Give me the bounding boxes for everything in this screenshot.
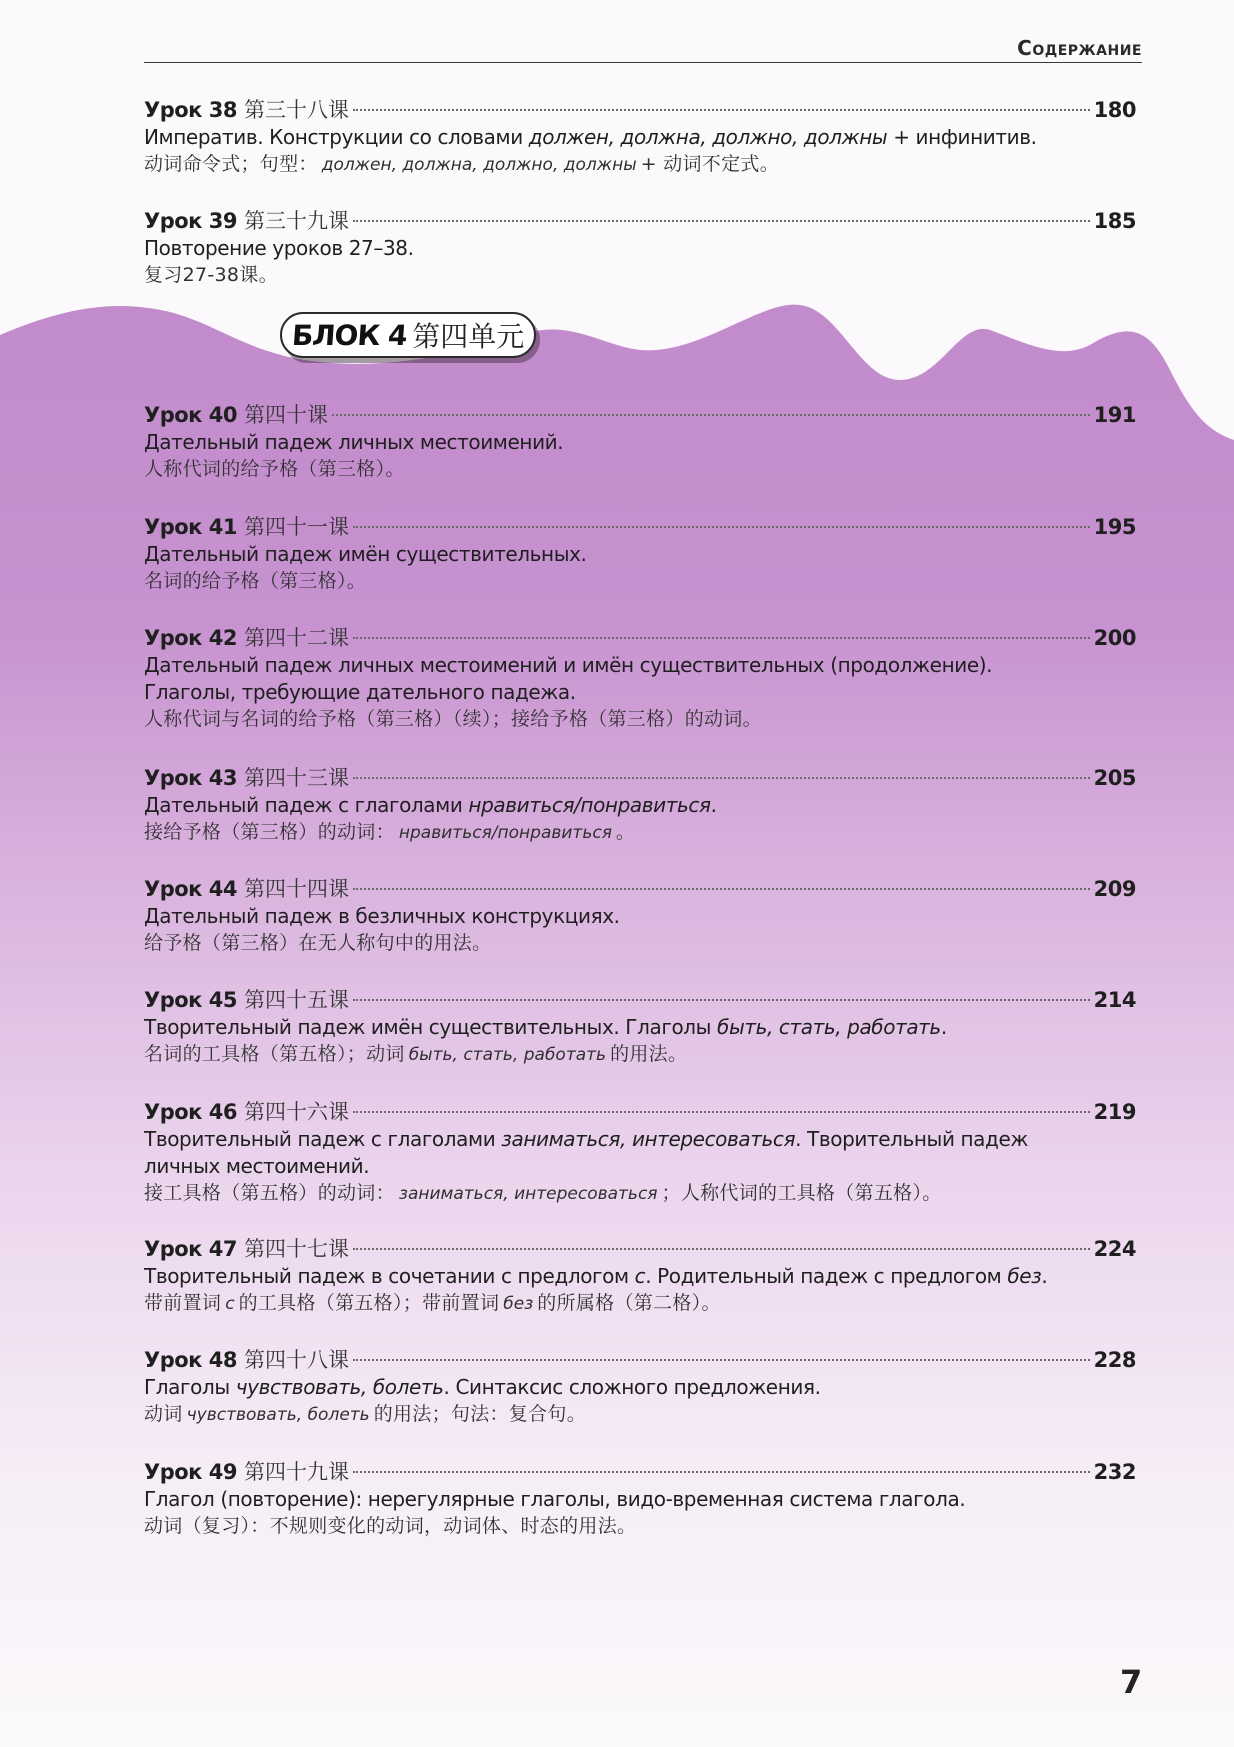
lesson-description-ru <box>144 1374 1136 1401</box>
italic-term: нравиться/понравиться <box>398 823 612 843</box>
text-run: 人称代词的给予格（第三格）。 <box>144 458 405 480</box>
text-run: . <box>1041 1264 1048 1288</box>
text-run: Глаголы, требующие дательного падежа. <box>144 680 576 704</box>
dot-leader <box>353 1359 1090 1361</box>
lesson-label-cn: 第三十八课 <box>243 98 349 122</box>
lesson-description-zh <box>144 1513 1136 1540</box>
lesson-description-ru <box>144 124 1136 151</box>
page-number: 7 <box>1120 1663 1143 1701</box>
text-run: Дательный падеж личных местоимений и имён существительных (продолжение). <box>144 653 993 677</box>
toc-entry-heading <box>144 875 1136 903</box>
text-run: Творительный падеж имён существительных. Глаголы <box>144 1015 718 1039</box>
toc-entry-heading <box>144 986 1136 1014</box>
italic-term: быть, стать, работать <box>717 1015 941 1039</box>
italic-term: с <box>634 1264 646 1288</box>
italic-term: заниматься, интересоваться <box>501 1127 796 1151</box>
toc-entry[interactable] <box>144 1458 1136 1540</box>
text-run: Повторение уроков 27–38. <box>144 236 414 260</box>
lesson-label-cn: 第四十九课 <box>243 1460 349 1484</box>
dot-leader <box>353 1471 1090 1473</box>
text-run: 人称代词与名词的给予格（第三格）（续）；接给予格（第三格）的动词。 <box>144 708 762 730</box>
lesson-description-ru <box>144 235 1136 262</box>
lesson-description-ru-continued <box>144 1153 1136 1180</box>
lesson-label-cn: 第四十八课 <box>243 1348 349 1372</box>
text-run: . <box>710 793 717 817</box>
lesson-label: Урок 40 <box>144 403 237 427</box>
lesson-description-ru <box>144 429 1136 456</box>
text-run: 的用法。 <box>610 1043 688 1065</box>
lesson-description-ru <box>144 903 1136 930</box>
text-run: . Родительный падеж с предлогом <box>645 1264 1008 1288</box>
text-run: Дательный падеж имён существительных. <box>144 542 587 566</box>
lesson-label: Урок 45 <box>144 988 237 1012</box>
text-run: 带前置词 <box>144 1292 222 1314</box>
text-run: + инфинитив. <box>887 125 1037 149</box>
lesson-label: Урок 44 <box>144 877 237 901</box>
lesson-description-ru <box>144 1263 1136 1290</box>
lesson-page-number: 205 <box>1093 766 1136 790</box>
dot-leader <box>353 526 1090 528</box>
toc-entry-heading <box>144 401 1136 429</box>
toc-entry[interactable] <box>144 624 1136 733</box>
text-run: . Синтаксис сложного предложения. <box>443 1375 821 1399</box>
lesson-description-ru <box>144 1126 1136 1153</box>
lesson-label-cn: 第四十一课 <box>243 515 349 539</box>
text-run: Глаголы <box>144 1375 236 1399</box>
header-title: Содержание <box>1017 36 1142 60</box>
lesson-label-cn: 第四十二课 <box>243 626 349 650</box>
text-run: . Творительный падеж <box>795 1127 1028 1151</box>
lesson-label-cn: 第三十九课 <box>243 209 349 233</box>
toc-entry[interactable] <box>144 1098 1136 1208</box>
lesson-description-zh <box>144 1180 1136 1208</box>
text-run: 动词命令式；句型： <box>144 153 318 175</box>
block-title-cn: 第四单元 <box>412 320 525 353</box>
dot-leader <box>353 109 1090 111</box>
lesson-description-zh <box>144 706 1136 733</box>
lesson-page-number: 195 <box>1093 515 1136 539</box>
italic-term: чувствовать, болеть <box>186 1405 370 1425</box>
text-run: 的工具格（第五格）；带前置词 <box>238 1292 500 1314</box>
lesson-label: Урок 41 <box>144 515 237 539</box>
lesson-description-ru <box>144 792 1136 819</box>
italic-term: должен, должна, должно, должны <box>321 155 637 175</box>
text-run: 。 <box>615 821 636 843</box>
lesson-page-number: 185 <box>1093 209 1136 233</box>
text-run: 复习27-38课。 <box>144 264 278 286</box>
dot-leader <box>353 888 1090 890</box>
lesson-description-zh <box>144 262 1136 289</box>
lesson-description-zh <box>144 1290 1136 1318</box>
text-run: Творительный падеж в сочетании с предлогом <box>144 1264 635 1288</box>
toc-entry-heading <box>144 624 1136 652</box>
text-run: Творительный падеж с глаголами <box>144 1127 502 1151</box>
text-run: Дательный падеж личных местоимений. <box>144 430 564 454</box>
dot-leader <box>353 777 1090 779</box>
lesson-page-number: 232 <box>1093 1460 1136 1484</box>
text-run: 名词的给予格（第三格）。 <box>144 570 367 592</box>
italic-term: с <box>225 1294 235 1314</box>
lesson-label: Урок 39 <box>144 209 237 233</box>
lesson-label-cn: 第四十七课 <box>243 1237 349 1261</box>
text-run: Глагол (повторение): нерегулярные глаголы, видо-временная система глагола. <box>144 1487 966 1511</box>
lesson-label-cn: 第四十五课 <box>243 988 349 1012</box>
dot-leader <box>353 1248 1090 1250</box>
toc-entry[interactable] <box>144 1346 1136 1429</box>
text-run: Дательный падеж в безличных конструкциях. <box>144 904 620 928</box>
toc-entry[interactable] <box>144 207 1136 289</box>
toc-entry-heading <box>144 764 1136 792</box>
dot-leader <box>332 414 1090 416</box>
lesson-page-number: 219 <box>1093 1100 1136 1124</box>
lesson-description-zh <box>144 1041 1136 1069</box>
text-run: Дательный падеж с глаголами <box>144 793 469 817</box>
dot-leader <box>353 637 1090 639</box>
toc-entry[interactable] <box>144 875 1136 957</box>
italic-term: заниматься, интересоваться <box>398 1184 658 1204</box>
block-title-ru: БЛОК 4 <box>290 318 408 352</box>
dot-leader <box>353 1111 1090 1113</box>
text-run: Императив. Конструкции со словами <box>144 125 529 149</box>
lesson-label-cn: 第四十课 <box>243 403 328 427</box>
lesson-description-zh <box>144 456 1136 483</box>
lesson-label: Урок 42 <box>144 626 237 650</box>
toc-entry-heading <box>144 1235 1136 1263</box>
lesson-description-zh <box>144 819 1136 847</box>
lesson-page-number: 224 <box>1093 1237 1136 1261</box>
italic-term: без <box>1007 1264 1042 1288</box>
page-header <box>144 30 1142 63</box>
toc-entry-heading <box>144 96 1136 124</box>
text-run: 的用法；句法：复合句。 <box>373 1403 587 1425</box>
lesson-page-number: 228 <box>1093 1348 1136 1372</box>
italic-term: быть, стать, работать <box>408 1045 607 1065</box>
lesson-description-ru-continued <box>144 679 1136 706</box>
lesson-label: Урок 38 <box>144 98 237 122</box>
text-run: 动词（复习）：不规则变化的动词，动词体、时态的用法。 <box>144 1515 637 1537</box>
lesson-label: Урок 46 <box>144 1100 237 1124</box>
lesson-page-number: 180 <box>1093 98 1136 122</box>
toc-entry[interactable] <box>144 986 1136 1069</box>
toc-entry-heading <box>144 1458 1136 1486</box>
text-run: ；人称代词的工具格（第五格）。 <box>661 1182 942 1204</box>
lesson-description-ru <box>144 1486 1136 1513</box>
lesson-label: Урок 49 <box>144 1460 237 1484</box>
dot-leader <box>353 999 1090 1001</box>
block-badge <box>280 312 536 358</box>
lesson-page-number: 200 <box>1093 626 1136 650</box>
lesson-description-zh <box>144 568 1136 595</box>
text-run: 动词 <box>144 1403 183 1425</box>
text-run: + 动词不定式。 <box>640 153 780 175</box>
text-run: 的所属格（第二格）。 <box>537 1292 721 1314</box>
lesson-description-zh <box>144 1401 1136 1429</box>
lesson-label: Урок 48 <box>144 1348 237 1372</box>
italic-term: нравиться/понравиться <box>468 793 711 817</box>
text-run: личных местоимений. <box>144 1154 370 1178</box>
italic-term: должен, должна, должно, должны <box>528 125 888 149</box>
italic-term: без <box>503 1294 534 1314</box>
toc-entry[interactable] <box>144 1235 1136 1318</box>
lesson-page-number: 209 <box>1093 877 1136 901</box>
text-run: 接工具格（第五格）的动词： <box>144 1182 395 1204</box>
toc-entry[interactable] <box>144 96 1136 179</box>
lesson-label: Урок 43 <box>144 766 237 790</box>
toc-entry[interactable] <box>144 513 1136 595</box>
lesson-page-number: 191 <box>1093 403 1136 427</box>
lesson-label-cn: 第四十四课 <box>243 877 349 901</box>
toc-entry[interactable] <box>144 401 1136 483</box>
lesson-description-zh <box>144 930 1136 957</box>
toc-entry-heading <box>144 1346 1136 1374</box>
lesson-label: Урок 47 <box>144 1237 237 1261</box>
text-run: 名词的工具格（第五格）；动词 <box>144 1043 405 1065</box>
lesson-description-ru <box>144 541 1136 568</box>
lesson-description-ru <box>144 1014 1136 1041</box>
text-run: 给予格（第三格）在无人称句中的用法。 <box>144 932 492 954</box>
text-run: 接给予格（第三格）的动词： <box>144 821 395 843</box>
lesson-label-cn: 第四十三课 <box>243 766 349 790</box>
dot-leader <box>353 220 1090 222</box>
toc-entry[interactable] <box>144 764 1136 847</box>
lesson-description-zh <box>144 151 1136 179</box>
lesson-label-cn: 第四十六课 <box>243 1100 349 1124</box>
text-run: . <box>940 1015 947 1039</box>
toc-entry-heading <box>144 207 1136 235</box>
italic-term: чувствовать, болеть <box>235 1375 444 1399</box>
lesson-page-number: 214 <box>1093 988 1136 1012</box>
lesson-description-ru <box>144 652 1136 679</box>
toc-entry-heading <box>144 513 1136 541</box>
toc-entry-heading <box>144 1098 1136 1126</box>
